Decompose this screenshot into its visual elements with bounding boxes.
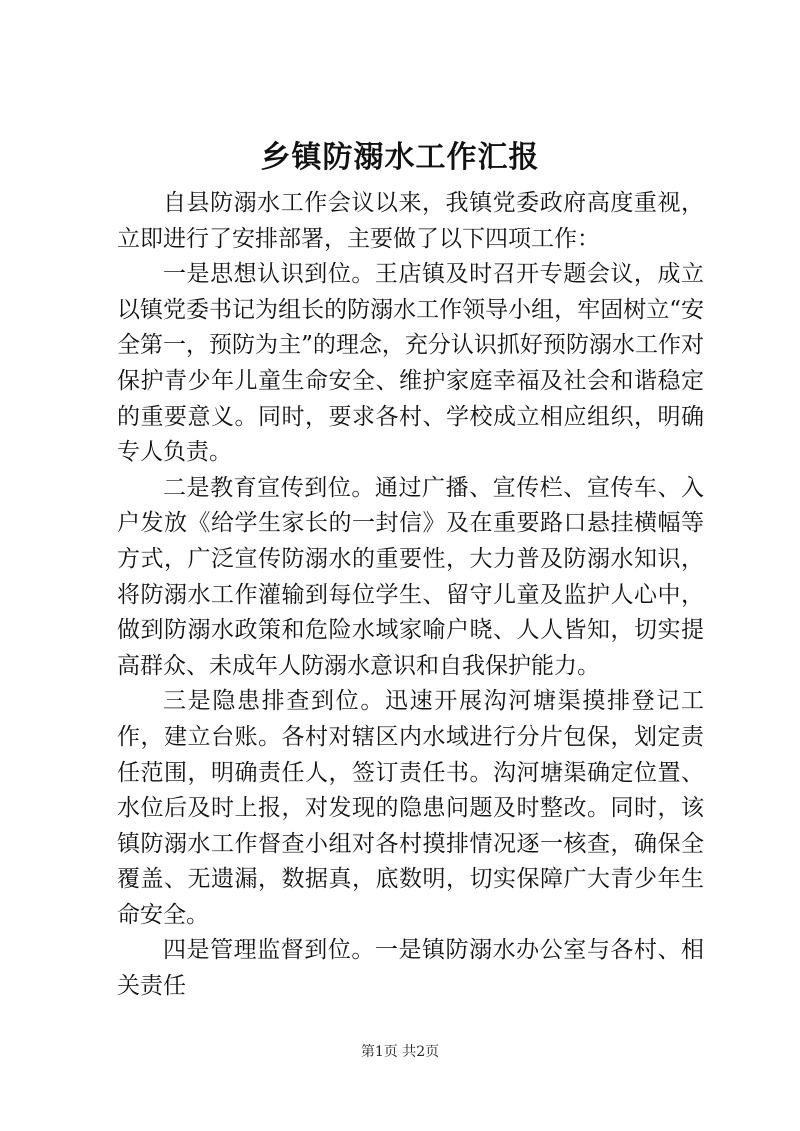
document-body [117,186,704,1005]
document-title: 乡镇防溺水工作汇报 [260,140,540,175]
paragraph-thinking: 一是思想认识到位。王店镇及时召开专题会议，成立以镇党委书记为组长的防溺水工作领导小组，牢固树立“安全第一，预防为主”的理念，充分认识抓好预防溺水工作对保护青少年儿童生命安全、维护家庭幸福及社会和谐稳定的重要意义。同时，要求各村、学校成立相应组织，明确专人负责。 [117,261,704,466]
paragraph-inspection: 三是隐患排查到位。迅速开展沟河塘渠摸排登记工作，建立台账。各村对辖区内水域进行分片包保，划定责任范围，明确责任人，签订责任书。沟河塘渠确定位置、水位后及时上报，对发现的隐患问题及时整改。同时，该镇防溺水工作督查小组对各村摸排情况逐一核查，确保全覆盖、无遗漏，数据真，底数明，切实保障广大青少年生命安全。 [117,688,704,928]
page-number-footer: 第1页 共2页 [360,1044,440,1060]
paragraph-education: 二是教育宣传到位。通过广播、宣传栏、宣传车、入户发放《给学生家长的一封信》及在重要路口悬挂横幅等方式，广泛宣传防溺水的重要性，大力普及防溺水知识，将防溺水工作灌输到每位学生、留守儿童及监护人心中，做到防溺水政策和危险水域家喻户晓、人人皆知，切实提高群众、未成年人防溺水意识和自我保护能力。 [117,474,704,679]
paragraph-supervision: 四是管理监督到位。一是镇防溺水办公室与各村、相关责任 [117,937,704,1000]
paragraph-intro: 自县防溺水工作会议以来，我镇党委政府高度重视，立即进行了安排部署，主要做了以下四项工作： [117,190,704,252]
